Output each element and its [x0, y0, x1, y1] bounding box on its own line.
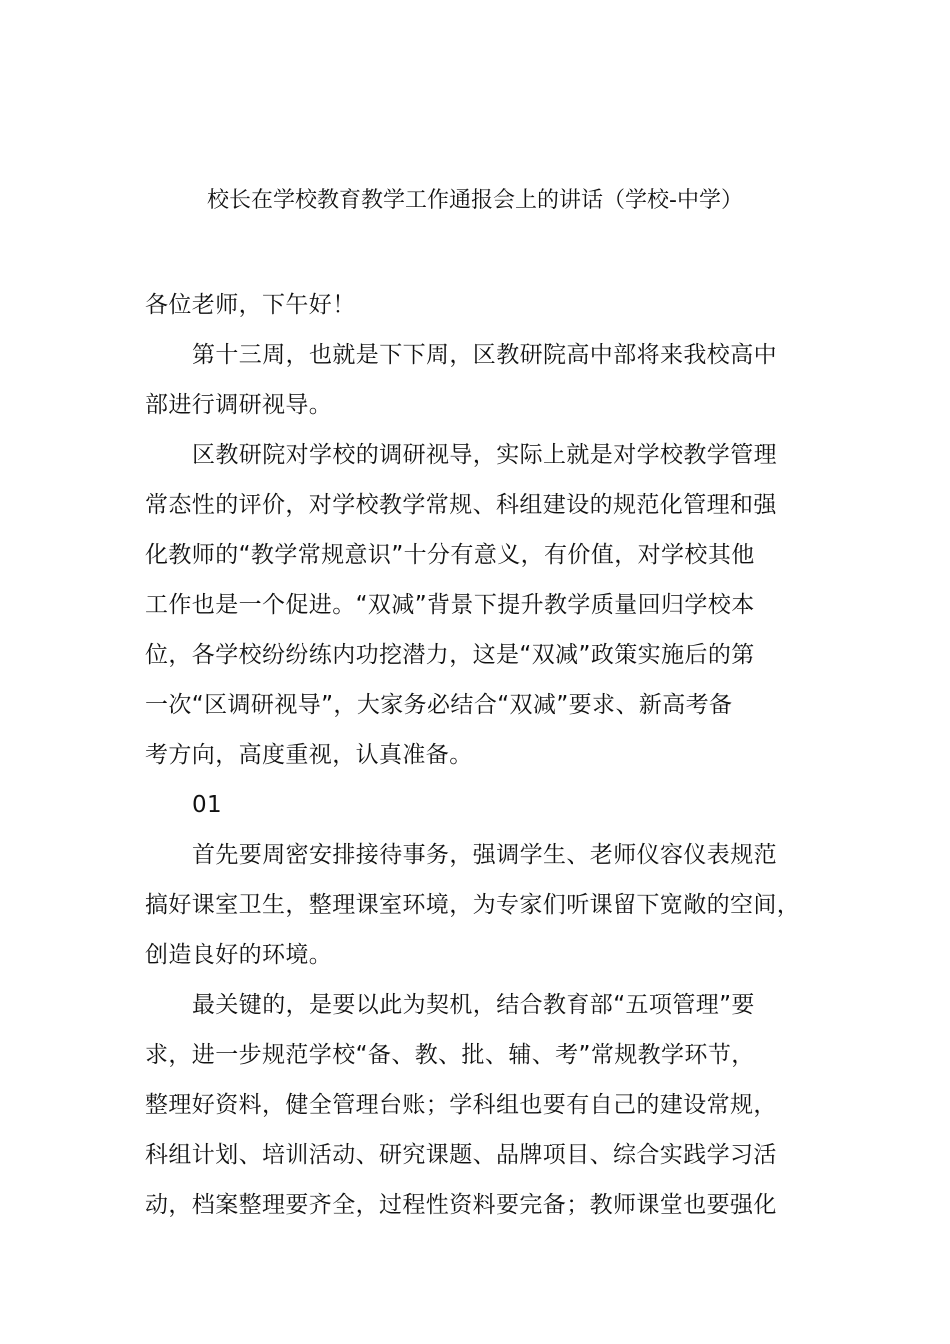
- text-line: 化教师的“教学常规意识”十分有意义，有价值，对学校其他: [145, 542, 755, 568]
- text-line: 一次“区调研视导”，大家务必结合“双减”要求、新高考备: [145, 692, 733, 718]
- text-line: 位，各学校纷纷练内功挖潜力，这是“双减”政策实施后的第: [145, 642, 755, 668]
- text-line: 各位老师，下午好！: [145, 292, 356, 318]
- text-line: 求，进一步规范学校“备、教、批、辅、考”常规教学环节，: [145, 1042, 755, 1068]
- text-line: 最关键的，是要以此为契机，结合教育部“五项管理”要: [192, 992, 755, 1018]
- text-line: 创造良好的环境。: [145, 942, 333, 968]
- text-line: 工作也是一个促进。“双减”背景下提升教学质量回归学校本: [145, 592, 755, 618]
- text-line: 部进行调研视导。: [145, 392, 333, 418]
- document-body: [145, 280, 825, 1230]
- text-line: 区教研院对学校的调研视导，实际上就是对学校教学管理: [192, 442, 777, 468]
- text-line: 首先要周密安排接待事务，强调学生、老师仪容仪表规范: [192, 842, 777, 868]
- document-title: 校长在学校教育教学工作通报会上的讲话（学校-中学）: [207, 188, 743, 213]
- text-line: 动，档案整理要齐全，过程性资料要完备；教师课堂也要强化: [145, 1192, 777, 1218]
- text-line: 考方向，高度重视，认真准备。: [145, 742, 473, 768]
- text-line: 01: [192, 792, 223, 818]
- text-line: 科组计划、培训活动、研究课题、品牌项目、综合实践学习活: [145, 1142, 777, 1168]
- text-line: 常态性的评价，对学校教学常规、科组建设的规范化管理和强: [145, 492, 777, 518]
- text-line: 整理好资料，健全管理台账；学科组也要有自己的建设常规，: [145, 1092, 777, 1118]
- text-line: 搞好课室卫生，整理课室环境，为专家们听课留下宽敞的空间，: [145, 892, 801, 918]
- text-line: 第十三周，也就是下下周，区教研院高中部将来我校高中: [192, 342, 777, 368]
